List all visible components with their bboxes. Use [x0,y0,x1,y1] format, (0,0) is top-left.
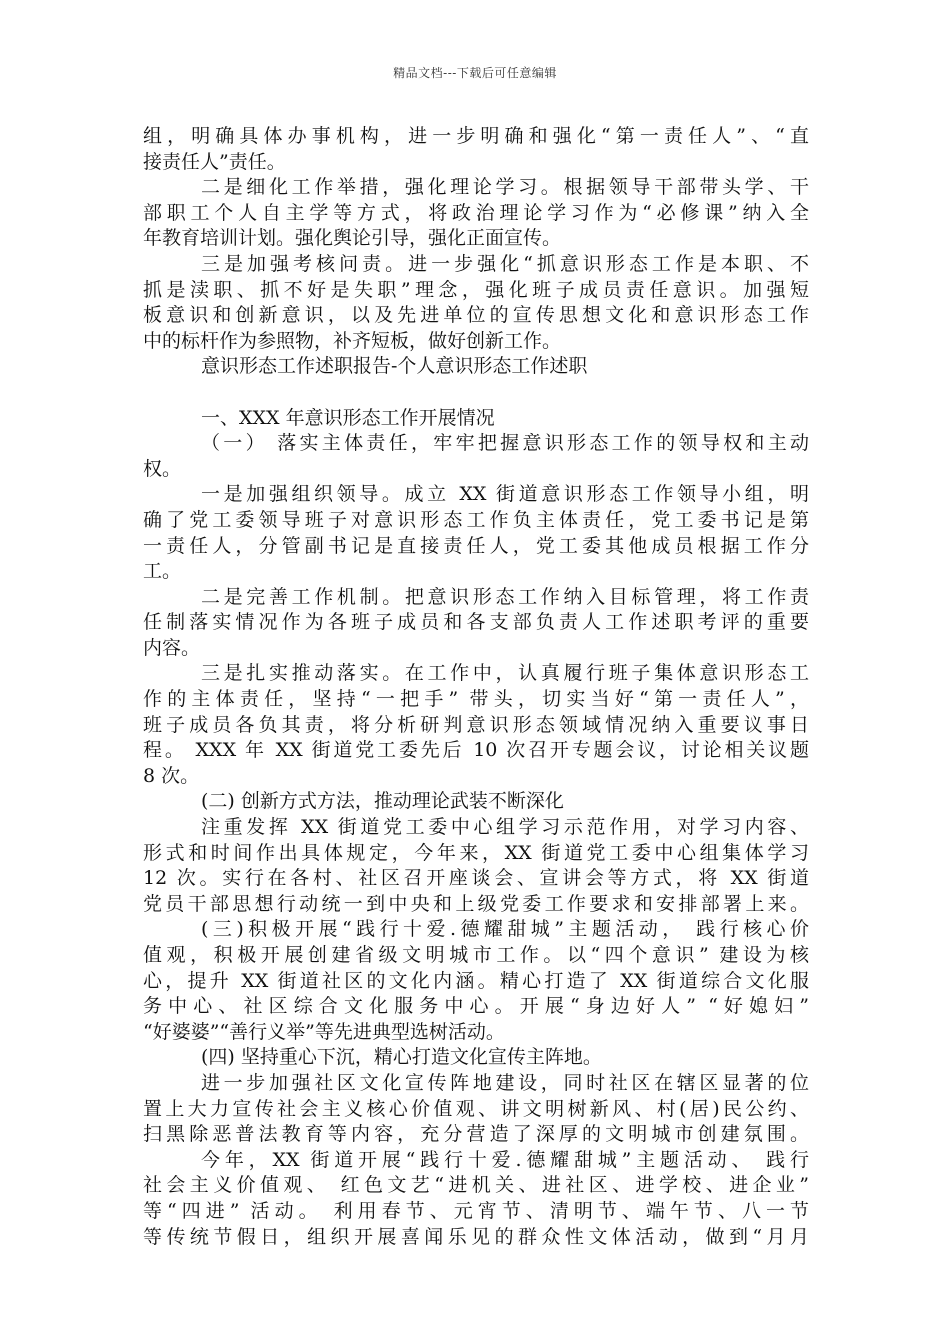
text-line: 形式和时间作出具体规定，今年来，XX 街道党工委中心组集体学习 [143,841,809,864]
text-line: 一是加强组织领导。成立 XX 街道意识形态工作领导小组，明 [201,483,809,506]
text-line: 年教育培训计划。强化舆论引导，强化正面宣传。 [143,227,562,250]
text-line: 二是细化工作举措，强化理论学习。根据领导干部带头学、干 [201,176,809,199]
text-line: “好婆婆”“善行义举”等先进典型选树活动。 [143,1020,505,1043]
text-line: 等“四进” 活动。 利用春节、元宵节、清明节、端午节、八一节 [143,1199,809,1222]
page-header: 精品文档---下载后可任意编辑 [393,66,557,80]
text-line: 作的主体责任，坚持“一把手” 带头，切实当好“第一责任人”， [143,688,809,711]
text-line: 三是加强考核问责。进一步强化“抓意识形态工作是本职、不 [201,252,809,275]
heading-line: (二) 创新方式方法，推动理论武装不断深化 [201,790,564,813]
text-line: 心，提升 XX 街道社区的文化内涵。精心打造了 XX 街道综合文化服 [143,969,809,992]
section-title: 意识形态工作述职报告-个人意识形态工作述职 [201,355,588,378]
text-line: 中的标杆作为参照物，补齐短板，做好创新工作。 [143,329,562,352]
heading-line: 一、XXX 年意识形态工作开展情况 [201,406,495,429]
text-line: 确了党工委领导班子对意识形态工作负主体责任，党工委书记是第 [143,508,809,531]
blank-line [143,380,809,406]
text-line: 置上大力宣传社会主义核心价值观、讲文明树新风、村(居)民公约、 [143,1097,809,1120]
text-line: 任制落实情况作为各班子成员和各支部负责人工作述职考评的重要 [143,611,809,634]
text-line: 组，明确具体办事机构，进一步明确和强化“第一责任人”、“直 [143,125,809,147]
text-line: 程。 XXX 年 XX 街道党工委先后 10 次召开专题会议，讨论相关议题 [143,739,809,762]
text-line: 12 次。实行在各村、社区召开座谈会、宣讲会等方式，将 XX 街道 [143,867,809,890]
text-line: 板意识和创新意识，以及先进单位的宣传思想文化和意识形态工作 [143,304,809,327]
text-line: 接责任人”责任。 [143,150,286,173]
text-line: 抓是渎职、抓不好是失职”理念，强化班子成员责任意识。加强短 [143,278,809,301]
heading-line: (三)积极开展“践行十爱.德耀甜城”主题活动， 践行核心价 [201,918,809,941]
text-line: 权。 [143,457,182,480]
text-line: 工。 [143,560,182,583]
text-line: 社会主义价值观、 红色文艺“进机关、进社区、进学校、进企业” [143,1174,809,1197]
text-line: 8 次。 [143,764,200,787]
heading-line: （一） 落实主体责任，牢牢把握意识形态工作的领导权和主动 [201,432,809,455]
text-line: 等传统节假日，组织开展喜闻乐见的群众性文体活动，做到“月月 [143,1225,809,1248]
text-line: 内容。 [143,636,201,659]
text-line: 今年，XX 街道开展“践行十爱.德耀甜城”主题活动、 践行 [201,1148,809,1171]
text-line: 注重发挥 XX 街道党工委中心组学习示范作用，对学习内容、 [201,816,809,839]
text-line: 进一步加强社区文化宣传阵地建设，同时社区在辖区显著的位 [201,1071,809,1094]
text-line: 值观，积极开展创建省级文明城市工作。以“四个意识” 建设为核 [143,944,809,966]
text-line: 班子成员各负其责，将分析研判意识形态领域情况纳入重要议事日 [143,713,809,736]
document-body [143,124,809,1250]
text-line: 二是完善工作机制。把意识形态工作纳入目标管理，将工作责 [201,585,809,608]
text-line: 一责任人，分管副书记是直接责任人，党工委其他成员根据工作分 [143,534,809,557]
text-line: 扫黑除恶普法教育等内容，充分营造了深厚的文明城市创建氛围。 [143,1123,809,1146]
text-line: 三是扎实推动落实。在工作中，认真履行班子集体意识形态工 [201,662,809,685]
text-line: 部职工个人自主学等方式，将政治理论学习作为“必修课”纳入全 [143,201,809,224]
text-line: 党员干部思想行动统一到中央和上级党委工作要求和安排部署上来。 [143,892,809,915]
text-line: 务中心、社区综合文化服务中心。开展“身边好人” “好媳妇” [143,995,809,1018]
heading-line: (四) 坚持重心下沉，精心打造文化宣传主阵地。 [201,1046,602,1069]
